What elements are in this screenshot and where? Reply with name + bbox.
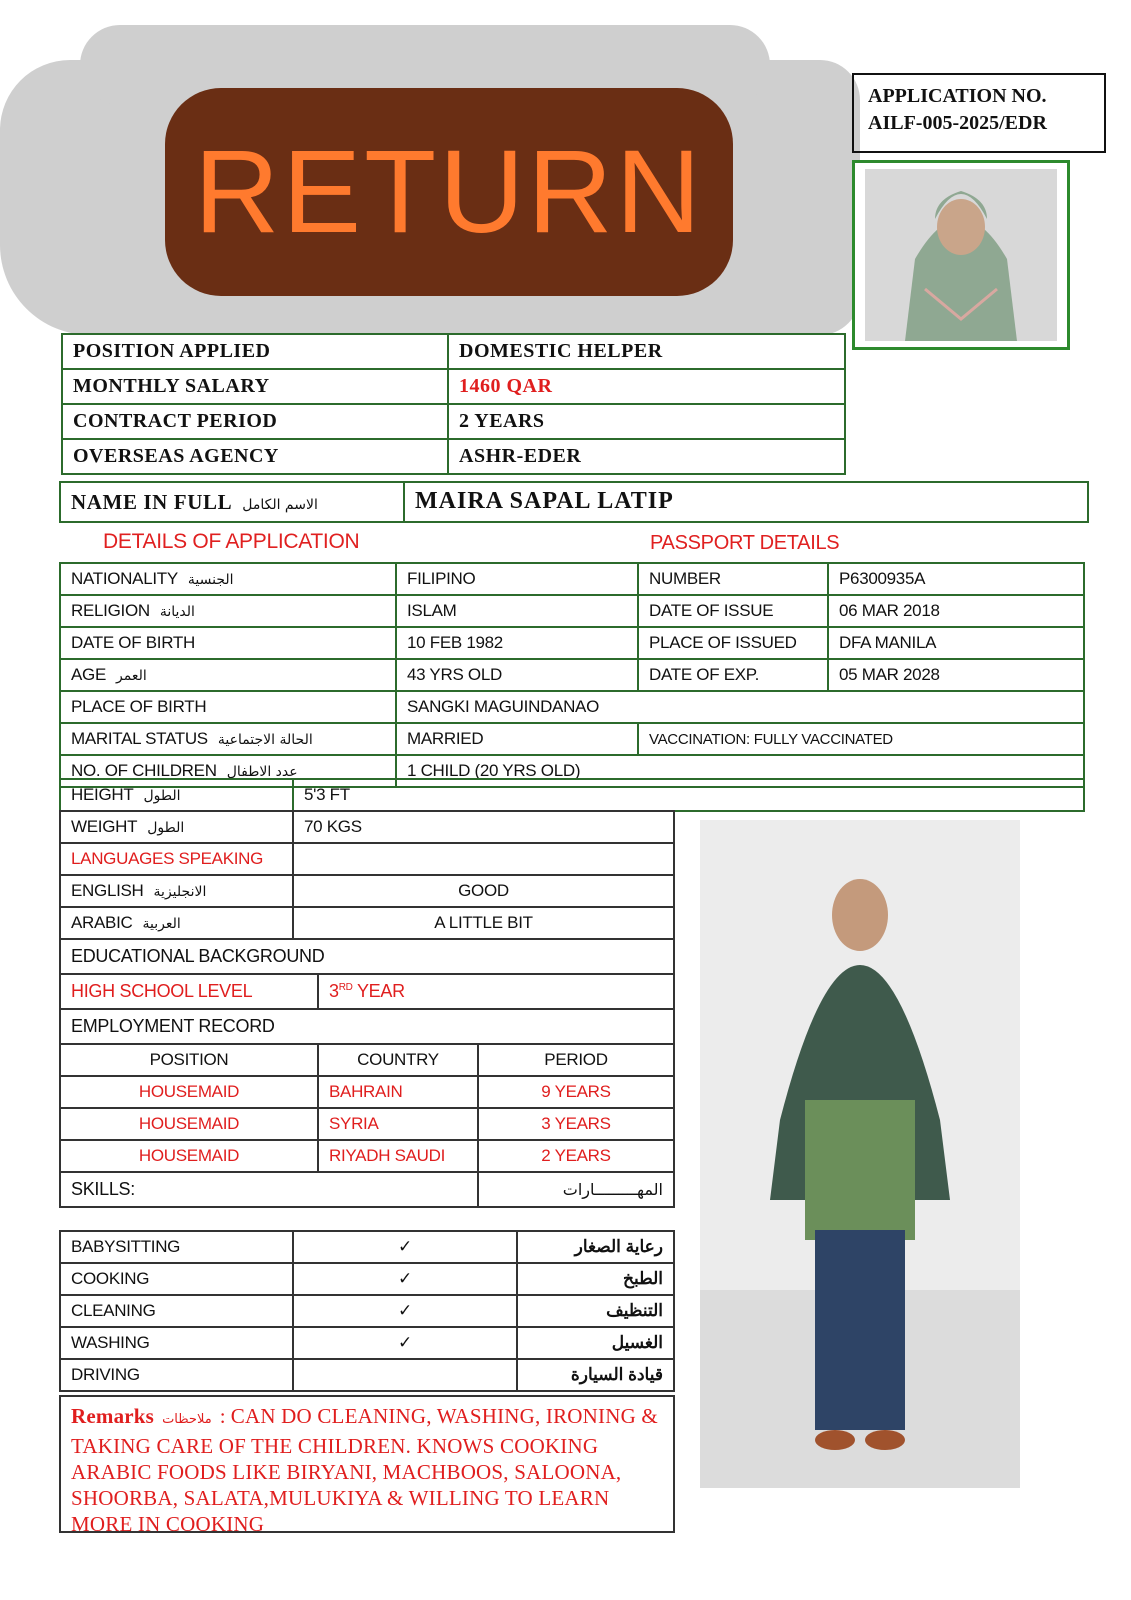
dob-value: 10 FEB 1982 [396,627,638,659]
arabic-value: A LITTLE BIT [293,907,674,939]
table-row [60,907,674,939]
children-value: 1 CHILD (20 YRS OLD) [396,755,1084,787]
checkmark-icon: ✓ [293,1263,517,1295]
checkmark-icon: ✓ [293,1295,517,1327]
expiry-date-value: 05 MAR 2028 [828,659,1084,691]
skill-label-ar: الطبخ [517,1263,674,1295]
skill-label-ar: التنظيف [517,1295,674,1327]
contract-period-label: CONTRACT PERIOD [62,404,448,439]
details-table [59,562,1085,788]
passport-number-label: NUMBER [638,563,828,595]
english-value: GOOD [293,875,674,907]
religion-label: RELIGION الديانة [60,595,396,627]
table-row [62,404,845,439]
skill-check-empty [293,1359,517,1391]
table-row [60,974,674,1009]
education-title: EDUCATIONAL BACKGROUND [60,939,674,974]
table-row [60,659,1084,691]
table-row [60,1108,674,1140]
vaccination-status: VACCINATION: FULLY VACCINATED [638,723,1084,755]
employment-period: 3 YEARS [478,1108,674,1140]
table-row [60,1295,674,1327]
skill-label: COOKING [60,1263,293,1295]
table-row [60,1044,674,1076]
english-label: ENGLISH الانجليزية [60,875,293,907]
table-row [60,723,1084,755]
weight-value: 70 KGS [293,811,674,843]
position-applied-value: DOMESTIC HELPER [448,334,845,369]
portrait-photo [865,169,1057,341]
full-body-photo [700,820,1020,1488]
table-row [60,939,674,974]
skill-label: WASHING [60,1327,293,1359]
remarks-box [59,1395,675,1536]
application-number-box [852,73,1106,153]
issue-place-value: DFA MANILA [828,627,1084,659]
marital-label: MARITAL STATUS الحالة الاجتماعية [60,723,396,755]
table-row [60,1076,674,1108]
return-stamp [165,88,733,296]
age-label: AGE العمر [60,659,396,691]
checkmark-icon: ✓ [293,1327,517,1359]
table-row [60,1140,674,1172]
profile-table [59,810,675,1208]
table-row [62,439,845,474]
employment-position: HOUSEMAID [60,1076,318,1108]
portrait-photo-frame [852,160,1070,350]
employment-title: EMPLOYMENT RECORD [60,1009,674,1044]
contract-period-value: 2 YEARS [448,404,845,439]
table-row [60,595,1084,627]
weight-label: WEIGHT الطول [60,811,293,843]
nationality-label: NATIONALITY الجنسية [60,563,396,595]
skills-title: SKILLS: [60,1172,478,1207]
passport-section-title: PASSPORT DETAILS [650,532,840,554]
pob-value: SANGKI MAGUINDANAO [396,691,1084,723]
table-row [60,875,674,907]
table-row [60,843,674,875]
skill-label-ar: قيادة السيارة [517,1359,674,1391]
issue-place-label: PLACE OF ISSUED [638,627,828,659]
employment-country: RIYADH SAUDI [318,1140,478,1172]
issue-date-label: DATE OF ISSUE [638,595,828,627]
education-year: 3RD YEAR [318,974,674,1009]
table-row [60,1231,674,1263]
employment-header-period: PERIOD [478,1044,674,1076]
table-row [60,811,674,843]
height-value: 5'3 FT [293,779,1084,811]
skill-label: CLEANING [60,1295,293,1327]
table-row [60,691,1084,723]
position-table [61,333,846,475]
employment-country: SYRIA [318,1108,478,1140]
education-level: HIGH SCHOOL LEVEL [60,974,318,1009]
arabic-label: ARABIC العربية [60,907,293,939]
dob-label: DATE OF BIRTH [60,627,396,659]
table-row [60,563,1084,595]
table-row [60,1327,674,1359]
table-row [62,369,845,404]
pob-label: PLACE OF BIRTH [60,691,396,723]
skill-label: BABYSITTING [60,1231,293,1263]
children-label: NO. OF CHILDREN عدد الاطفال [60,755,396,787]
checkmark-icon: ✓ [293,1231,517,1263]
table-row [60,1359,674,1391]
employment-header-country: COUNTRY [318,1044,478,1076]
height-label: HEIGHT الطول [60,779,293,811]
marital-value: MARRIED [396,723,638,755]
employment-position: HOUSEMAID [60,1140,318,1172]
table-row [60,1009,674,1044]
full-name-value: MAIRA SAPAL LATIP [415,488,674,514]
table-row [60,627,1084,659]
remarks-label: Remarks [71,1404,155,1428]
table-row [60,1263,674,1295]
overseas-agency-value: ASHR-EDER [448,439,845,474]
table-row [60,779,1084,811]
expiry-date-label: DATE OF EXP. [638,659,828,691]
return-stamp-text: RETURN [194,126,704,258]
height-table [59,778,1085,812]
skill-label-ar: رعاية الصغار [517,1231,674,1263]
table-row [60,1172,674,1207]
skill-label-ar: الغسيل [517,1327,674,1359]
employment-country: BAHRAIN [318,1076,478,1108]
full-name-label: NAME IN FULL الاسم الكامل [61,483,405,521]
position-applied-label: POSITION APPLIED [62,334,448,369]
nationality-value: FILIPINO [396,563,638,595]
details-section-title: DETAILS OF APPLICATION [103,530,360,553]
skills-title-ar: المهـــــــــارات [478,1172,674,1207]
monthly-salary-value: 1460 QAR [448,369,845,404]
issue-date-value: 06 MAR 2018 [828,595,1084,627]
skill-label: DRIVING [60,1359,293,1391]
application-number-label: APPLICATION NO. [868,85,1047,107]
full-name-label-ar: الاسم الكامل [242,497,318,513]
employment-header-position: POSITION [60,1044,318,1076]
age-value: 43 YRS OLD [396,659,638,691]
employment-period: 2 YEARS [478,1140,674,1172]
application-number-value: AILF-005-2025/EDR [868,112,1047,134]
full-name-row [59,481,1089,523]
employment-position: HOUSEMAID [60,1108,318,1140]
overseas-agency-label: OVERSEAS AGENCY [62,439,448,474]
passport-number-value: P6300935A [828,563,1084,595]
remarks-text: : CAN DO CLEANING, WASHING, IRONING & TAKING CARE OF THE CHILDREN. KNOWS COOKING ARABIC FOODS LIKE BIRYANI, MACHBOOS, SALOONA, SHOORBA, SALATA,MULUKIYA & WILLING TO LEARN MORE IN COOKING [71,1404,658,1536]
remarks-label-ar: ملاحظات [162,1412,212,1427]
languages-title: LANGUAGES SPEAKING [60,843,293,875]
table-row [62,334,845,369]
employment-period: 9 YEARS [478,1076,674,1108]
monthly-salary-label: MONTHLY SALARY [62,369,448,404]
religion-value: ISLAM [396,595,638,627]
skills-table [59,1230,675,1392]
